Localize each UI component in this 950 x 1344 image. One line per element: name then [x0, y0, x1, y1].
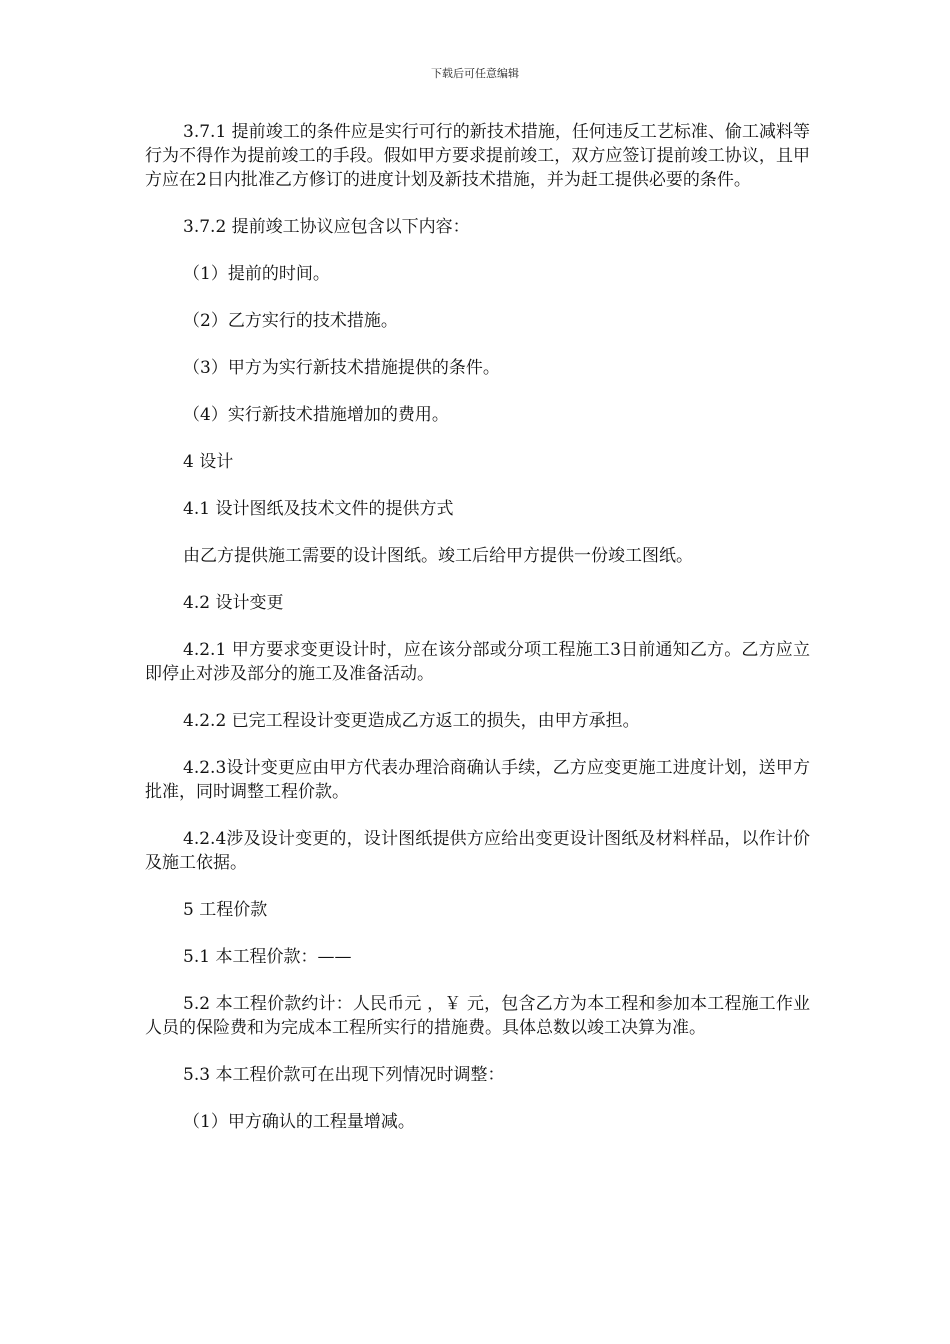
paragraph: 3.7.2 提前竣工协议应包含以下内容：	[183, 217, 470, 237]
paragraph: 4.2.4涉及设计变更的，设计图纸提供方应给出变更设计图纸及材料样品，以作计价及施工依据。	[145, 829, 810, 873]
paragraph: 4.2.1 甲方要求变更设计时，应在该分部或分项工程施工3日前通知乙方。乙方应立即停止对涉及部分的施工及准备活动。	[145, 640, 810, 684]
document-body	[145, 120, 810, 1157]
paragraph: 4.2.3设计变更应由甲方代表办理洽商确认手续，乙方应变更施工进度计划，送甲方批准，同时调整工程价款。	[145, 758, 810, 802]
section-heading: 5 工程价款	[183, 900, 268, 920]
paragraph: 3.7.1 提前竣工的条件应是实行可行的新技术措施，任何违反工艺标准、偷工减料等行为不得作为提前竣工的手段。假如甲方要求提前竣工，双方应签订提前竣工协议，且甲方应在2日内批准乙方修订的进度计划及新技术措施，并为赶工提供必要的条件。	[145, 122, 810, 190]
list-item: （3）甲方为实行新技术措施提供的条件。	[183, 358, 500, 378]
page-header-note: 下载后可任意编辑	[431, 67, 519, 80]
list-item: （4）实行新技术措施增加的费用。	[183, 405, 449, 425]
section-heading: 4 设计	[183, 452, 234, 472]
subsection-heading: 4.2 设计变更	[183, 593, 284, 613]
list-item: （1）甲方确认的工程量增减。	[183, 1112, 415, 1132]
paragraph: 5.2 本工程价款约计：人民币元 ，￥ 元，包含乙方为本工程和参加本工程施工作业人员的保险费和为完成本工程所实行的措施费。具体总数以竣工决算为准。	[145, 994, 810, 1038]
paragraph: 5.3 本工程价款可在出现下列情况时调整：	[183, 1065, 505, 1085]
list-item: （1）提前的时间。	[183, 264, 330, 284]
list-item: （2）乙方实行的技术措施。	[183, 311, 398, 331]
paragraph: 由乙方提供施工需要的设计图纸。竣工后给甲方提供一份竣工图纸。	[183, 546, 693, 566]
paragraph: 4.2.2 已完工程设计变更造成乙方返工的损失，由甲方承担。	[183, 711, 640, 731]
paragraph: 5.1 本工程价款：——	[183, 947, 352, 967]
subsection-heading: 4.1 设计图纸及技术文件的提供方式	[183, 499, 454, 519]
